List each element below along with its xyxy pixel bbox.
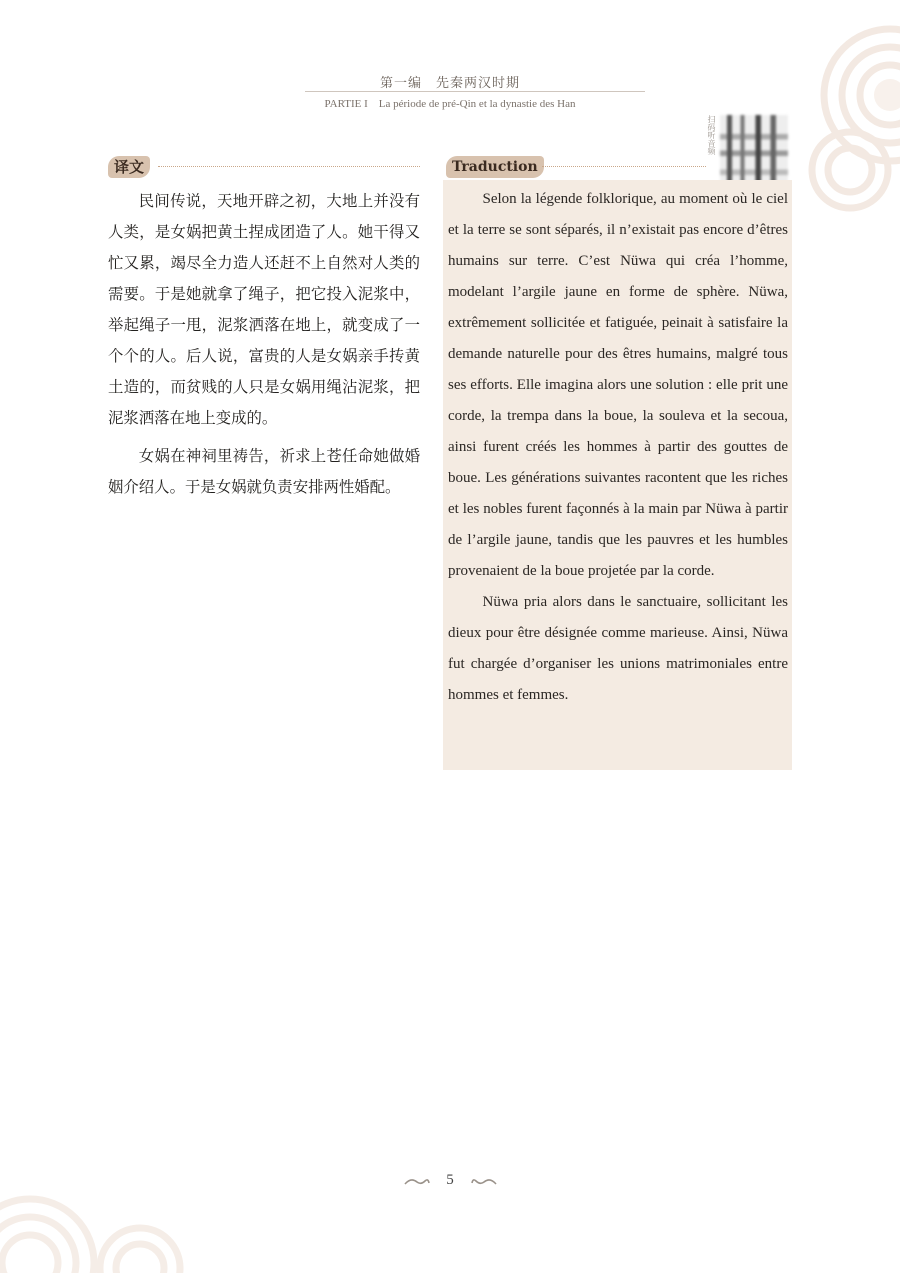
chinese-paragraph-1: 民间传说，天地开辟之初，大地上并没有人类，是女娲把黄土捏成团造了人。她干得又忙又累，竭尽全力造人还赶不上自然对人类的需要。于是她就拿了绳子，把它投入泥浆中，举起绳子一甩，泥浆洒落在地上，就变成了一个个的人。后人说，富贵的人是女娲亲手抟黄土造的，而贫贱的人只是女娲用绳沾泥浆，把泥浆洒落在地上变成的。 — [108, 192, 420, 427]
french-paragraph-2: Nüwa pria alors dans le sanctuaire, sollicitant les dieux pour être désignée comme marieuse. Ainsi, Nüwa fut chargée d’organiser les unions matrimoniales entre hommes et femmes. — [448, 594, 788, 703]
running-head-rule — [305, 91, 645, 92]
cloud-pattern-decoration — [0, 1153, 250, 1273]
heading-tag-chinese: 译文 — [108, 156, 150, 178]
qr-code-icon[interactable] — [720, 115, 788, 183]
french-paragraph-1: Selon la légende folklorique, au moment où le ciel et la terre se sont séparés, il n’existait pas encore d’êtres humains sur terre. C’est Nüwa qui créa l’homme, modelant l’argile jaune en forme de sphère. Nüwa, extrêmement sollicitée et fatiguée, peinait à satisfaire la demande naturelle pour des êtres humains, malgré tous ses efforts. Elle imagina alors une solution : elle prit une corde, la trempa dans la boue, la souleva et la secoua, ainsi furent créés les hommes à partir des gouttes de boue. Les générations suivantes racontent que les riches et les nobles furent façonnés à la main par Nüwa à partir de l’argile jaune, tandis que les pauvres et les humbles provenaient de la boue projetée par la corde. — [448, 191, 788, 579]
dotted-rule — [542, 166, 706, 167]
chinese-translation-text — [108, 186, 420, 510]
right-cloud-ornament-icon — [470, 1175, 498, 1187]
left-cloud-ornament-icon — [403, 1175, 431, 1187]
qr-caption: 扫码听音频 — [707, 115, 716, 155]
chinese-paragraph-2: 女娲在神祠里祷告，祈求上苍任命她做婚姻介绍人。于是女娲就负责安排两性婚配。 — [108, 447, 420, 496]
chinese-section-heading — [108, 156, 420, 178]
running-head-chinese: 第一编 先秦两汉时期 — [379, 76, 520, 91]
french-section-heading — [446, 156, 706, 178]
french-translation-text — [448, 184, 788, 711]
dotted-rule — [158, 166, 420, 167]
page-number: 5 — [446, 1172, 454, 1188]
running-head-french: PARTIE I La période de pré-Qin et la dynastie des Han — [324, 98, 576, 110]
page-footer — [0, 1172, 900, 1189]
heading-tag-french: Traduction — [446, 156, 544, 178]
qr-code-block[interactable] — [704, 111, 792, 187]
